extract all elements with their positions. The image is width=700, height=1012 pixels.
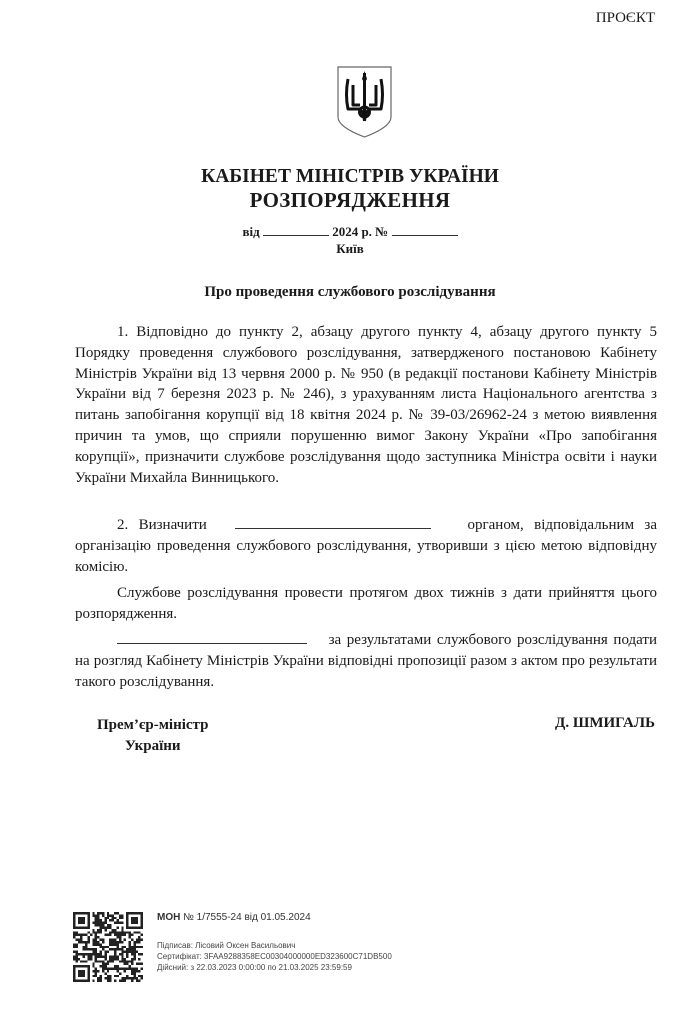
registration-number	[157, 912, 311, 923]
paragraph-2	[75, 515, 657, 577]
authority-title: КАБІНЕТ МІНІСТРІВ УКРАЇНИ	[201, 166, 499, 187]
paragraph-3: Службове розслідування провести протягом двох тижнів з дати прийняття цього розпорядження.	[75, 585, 657, 622]
document-type: РОЗПОРЯДЖЕННЯ	[249, 188, 451, 212]
paragraph-2-rest: органом, відповідальним за організацію проведення службового розслідування, утворивши з цією метою відповідну комісію.	[75, 517, 657, 575]
date-year: 2024 р. №	[332, 224, 389, 239]
date-blank	[263, 234, 329, 236]
signatory-role-line1: Прем’єр-міністр	[97, 717, 209, 733]
responsible-body-blank	[235, 516, 431, 529]
date-line	[0, 224, 700, 240]
paragraph-4	[75, 630, 657, 692]
registration-number-text: № 1/7555-24 від 01.05.2024	[183, 912, 311, 923]
signed-by: Підписав: Лісовий Оксен Васильович	[157, 941, 296, 950]
signatory-role-line2: України	[124, 738, 181, 754]
certificate: Сертифікат: 3FAA9288358EC00304000000ED323600C71DB500	[157, 952, 392, 961]
registration-org: МОН	[157, 912, 181, 923]
city: Київ	[336, 241, 364, 256]
responsible-party-blank	[117, 631, 307, 644]
signatory-name: Д. ШМИГАЛЬ	[555, 715, 655, 731]
draft-mark: ПРОЄКТ	[595, 10, 655, 26]
number-blank	[392, 234, 458, 236]
paragraph-1: 1. Відповідно до пункту 2, абзацу другого пункту 4, абзацу другого пункту 5 Порядку проведення службового розслідування, затвердженого постановою Кабінету Міністрів України від 13 червня 2000 р. № 950 (в редакції постанови Кабінету Міністрів України від 7 березня 2023 р. № 246), з урахуванням листа Національного агентства з питань запобігання корупції від 18 квітня 2024 р. № 39-03/26962-24 з метою виявлення причин та умов, що сприяли порушенню вимог Закону України «Про запобігання корупції», призначити службове розслідування щодо заступника Міністра освіти і науки України Михайла Винницького.	[75, 324, 657, 486]
document-subject: Про проведення службового розслідування	[204, 284, 496, 300]
certificate-validity: Дійсний: з 22.03.2023 0:00:00 по 21.03.2025 23:59:59	[157, 963, 352, 972]
signatory-role	[97, 715, 208, 757]
trident-coat-of-arms-icon	[336, 65, 393, 139]
paragraph-4-rest: за результатами службового розслідування подати на розгляд Кабінету Міністрів України відповідні пропозиції разом з актом про результати такого розслідування.	[75, 632, 658, 690]
qr-code-icon	[73, 912, 143, 982]
date-prefix: від	[242, 224, 260, 239]
paragraph-2-start: 2. Визначити	[117, 517, 207, 533]
